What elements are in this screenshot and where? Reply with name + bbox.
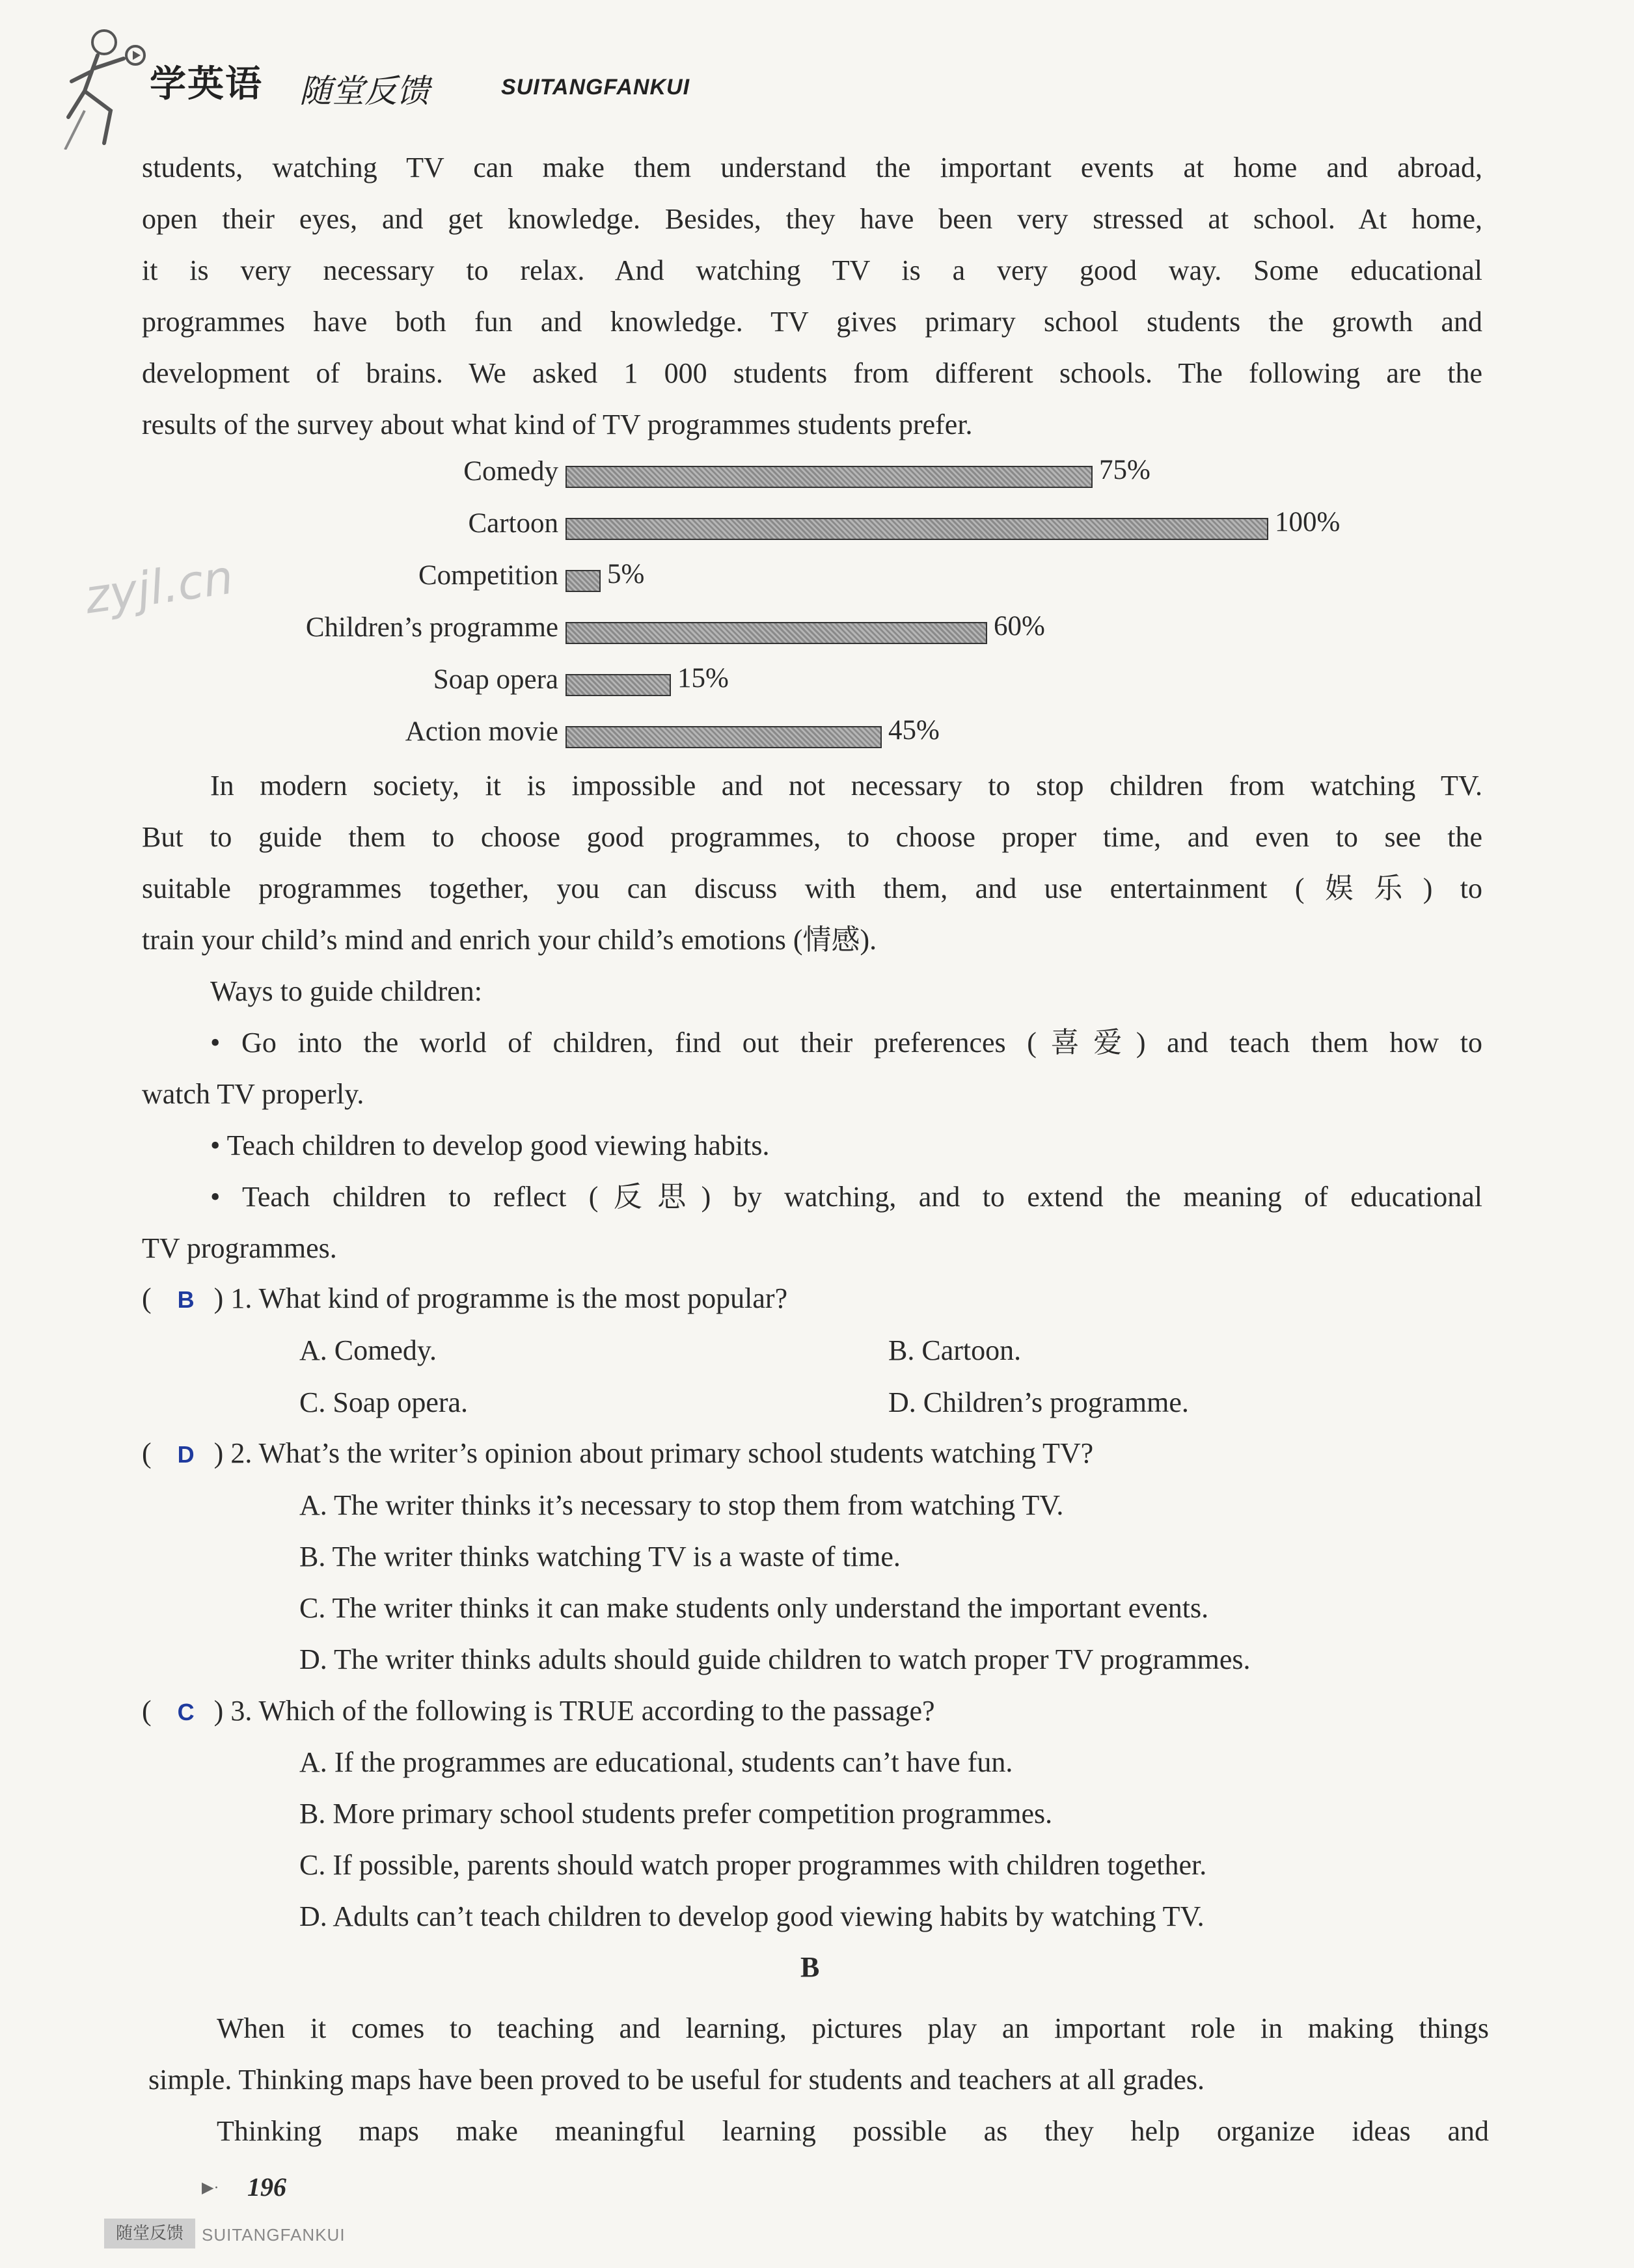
- paren-open: (: [142, 1695, 152, 1727]
- bar: [565, 726, 882, 748]
- text-line: Thinking maps make meaningful learning possible as they help organize ideas and: [217, 2115, 1489, 2147]
- paren-open: (: [142, 1437, 152, 1469]
- bullet-3-line-2: TV programmes.: [142, 1232, 337, 1264]
- paren-close: ): [213, 1695, 224, 1727]
- paragraph-2: [142, 760, 1482, 1274]
- text-line: programmes have both fun and knowledge. TV gives primary school students the growth and: [142, 306, 1482, 338]
- text-line: In modern society, it is impossible and not necessary to stop children from watching TV.: [210, 770, 1482, 802]
- question-2: [142, 1437, 1093, 1470]
- bar-category-label: Comedy: [463, 456, 558, 487]
- bar: [565, 466, 1093, 488]
- q2-option-d: D. The writer thinks adults should guide children to watch proper TV programmes.: [299, 1643, 1251, 1675]
- section-b-title: B: [800, 1951, 820, 1983]
- answer-3: C: [177, 1699, 195, 1725]
- question-1-text: 1. What kind of programme is the most popular?: [230, 1282, 788, 1314]
- bar-value-label: 15%: [677, 663, 729, 694]
- text-line: results of the survey about what kind of TV programmes students prefer.: [142, 409, 973, 440]
- intro-paragraph: [142, 142, 1482, 450]
- page-header: [59, 20, 690, 150]
- bar: [565, 570, 601, 592]
- bar-value-label: 100%: [1275, 507, 1341, 537]
- question-2-text: 2. What’s the writer’s opinion about primary school students watching TV?: [230, 1437, 1094, 1469]
- q3-option-c: C. If possible, parents should watch proper programmes with children together.: [299, 1849, 1207, 1881]
- text-line: it is very necessary to relax. And watching TV is a very good way. Some educational: [142, 254, 1482, 286]
- text-line: students, watching TV can make them understand the important events at home and abroad,: [142, 152, 1482, 183]
- text-line: open their eyes, and get knowledge. Besides, they have been very stressed at school. At home,: [142, 203, 1482, 235]
- bullet-2: • Teach children to develop good viewing habits.: [210, 1129, 770, 1161]
- text-line: development of brains. We asked 1 000 students from different schools. The following are the: [142, 357, 1482, 389]
- q2-option-c: C. The writer thinks it can make students only understand the important events.: [299, 1592, 1209, 1624]
- bullet-3-line-1: • Teach children to reflect (反思) by watching, and to extend the meaning of educational: [210, 1181, 1482, 1213]
- paren-close: ): [213, 1282, 224, 1314]
- header-subtitle: 随堂反馈: [299, 72, 429, 110]
- text-line: suitable programmes together, you can discuss with them, and use entertainment (娱乐) to: [142, 872, 1482, 904]
- bar: [565, 622, 987, 644]
- header-title: 学英语: [150, 63, 263, 105]
- footer-tag: 随堂反馈: [104, 2219, 195, 2248]
- q3-option-d: D. Adults can’t teach children to develop good viewing habits by watching TV.: [299, 1900, 1205, 1932]
- q2-option-b: B. The writer thinks watching TV is a waste of time.: [299, 1541, 901, 1573]
- bar-value-label: 45%: [888, 715, 940, 746]
- section-b-paragraph: [148, 2003, 1489, 2157]
- q3-option-b: B. More primary school students prefer competition programmes.: [299, 1798, 1053, 1829]
- page-number: 196: [247, 2172, 286, 2202]
- bar: [565, 518, 1268, 540]
- footer-tag-pinyin: SUITANGFANKUI: [202, 2225, 346, 2245]
- bar-value-label: 5%: [607, 559, 645, 589]
- question-3: [142, 1694, 935, 1727]
- bar-value-label: 60%: [994, 611, 1045, 641]
- bar-category-label: Competition: [418, 560, 558, 591]
- q1-option-d: D. Children’s programme.: [888, 1386, 1189, 1418]
- bar: [565, 674, 671, 696]
- bar-category-label: Cartoon: [468, 508, 558, 539]
- footer-arrow-icon: ▶·: [202, 2180, 219, 2196]
- q2-option-a: A. The writer thinks it’s necessary to stop them from watching TV.: [299, 1489, 1064, 1521]
- ways-title: Ways to guide children:: [210, 975, 483, 1007]
- bar-category-label: Soap opera: [433, 664, 558, 695]
- paren-close: ): [213, 1437, 224, 1469]
- answer-2: D: [177, 1441, 195, 1468]
- question-3-text: 3. Which of the following is TRUE according to the passage?: [230, 1695, 935, 1727]
- q3-option-a: A. If the programmes are educational, students can’t have fun.: [299, 1746, 1013, 1778]
- q1-option-a: A. Comedy.: [299, 1334, 437, 1366]
- survey-bar-chart: [0, 449, 1634, 768]
- text-line: But to guide them to choose good programmes, to choose proper time, and even to see the: [142, 821, 1482, 853]
- bullet-1-line-2: watch TV properly.: [142, 1078, 364, 1110]
- question-1: [142, 1282, 787, 1315]
- q1-option-b: B. Cartoon.: [888, 1334, 1022, 1366]
- watermark: zyjl.cn: [81, 549, 237, 625]
- answer-1: B: [177, 1286, 195, 1313]
- text-line: When it comes to teaching and learning, pictures play an important role in making things: [217, 2012, 1489, 2044]
- runner-logo-icon: [59, 20, 150, 150]
- q1-option-c: C. Soap opera.: [299, 1386, 469, 1418]
- paren-open: (: [142, 1282, 152, 1314]
- bar-category-label: Children’s programme: [305, 612, 558, 643]
- text-line: simple. Thinking maps have been proved to be useful for students and teachers at all grades.: [148, 2064, 1205, 2096]
- page-footer: [104, 2160, 429, 2258]
- bar-value-label: 75%: [1099, 455, 1151, 485]
- header-title-pinyin: SUITANGFANKUI: [501, 75, 690, 100]
- text-line: train your child’s mind and enrich your child’s emotions (情感).: [142, 924, 877, 956]
- bar-category-label: Action movie: [405, 716, 558, 747]
- bullet-1-line-1: • Go into the world of children, find out their preferences (喜爱) and teach them how to: [210, 1027, 1482, 1059]
